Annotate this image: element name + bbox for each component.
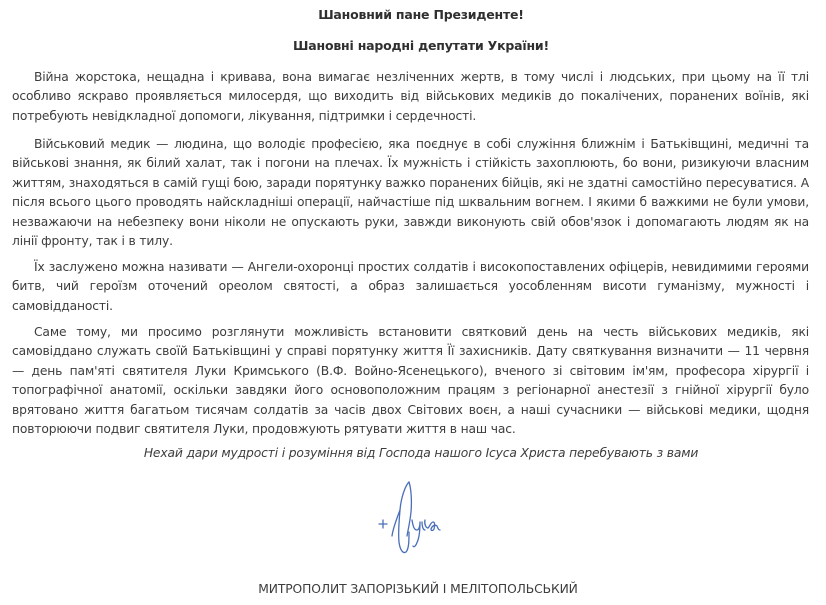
blessing-line: Нехай дари мудрості і розуміння від Господа нашого Ісуса Христа перебувають з вами [143,446,699,460]
signer-title: МИТРОПОЛИТ ЗАПОРІЗЬКИЙ І МЕЛІТОПОЛЬСЬКИЙ [258,582,578,596]
paragraph-2: Військовий медик — людина, що володіє професією, яка поєднує в собі служіння ближнім і Батьківщині, медичні та військові знання, як білий халат, так і погони на плечах. Їх мужність і стійкість захоплюють, бо вони, ризикуючи власним життям, знаходяться в самій гущі бою, заради порятунку важко поранених бійців, які не здатні самостійно пересуватися. А після всього цього проводять найскладніші операції, найчастіше під шквальним вогнем. І якими б важкими не були умови, незважаючи на небезпеку вони ніколи не опускають руки, завжди виконують свій обов'язок і допомагають людям як на лінії фронту, так і в тилу. [12,137,809,249]
paragraph-3: Їх заслужено можна називати — Ангели-охоронці простих солдатів і високопоставлених офіцерів, невидимими героями битв, чий героїзм оточений ореолом святості, а образ залишається уособленням висоти гуманізму, мужності і самовідданості. [12,260,809,313]
paragraph-4: Саме тому, ми просимо розглянути можливість встановити святковий день на честь військових медиків, які самовіддано служать своїй Батьківщині у справі порятунку життя Її захисників. Дату святкування визначити — 11 червня — день пам'яті святителя Луки Кримського (В.Ф. Войно-Ясенецького), вченого зі світовим ім'ям, професора хірургії і топографічної анатомії, оскільки завдяки його основоположним працям з регіонарної анестезії з гнійної хірургії було врятовано життя багатьом тисячам солдатів за часів двох Світових воєн, а наші сучасники — військові медики, щодня повторюючи подвиг святителя Луки, продовжують рятувати життя в наш час. [12,325,809,437]
greeting-president: Шановний пане Президенте! [318,7,524,22]
paragraph-1: Війна жорстока, нещадна і кривава, вона вимагає незліченних жертв, в тому числі і людських, при цьому на її тлі особливо яскраво проявляється милосердя, що виходить від військових медиків до покалічених, поранених воїнів, які потребують невідкладної допомоги, лікування, підтримки і сердечності. [12,70,809,123]
handwritten-signature [365,476,455,566]
greeting-deputies: Шановні народні депутати України! [293,38,549,53]
